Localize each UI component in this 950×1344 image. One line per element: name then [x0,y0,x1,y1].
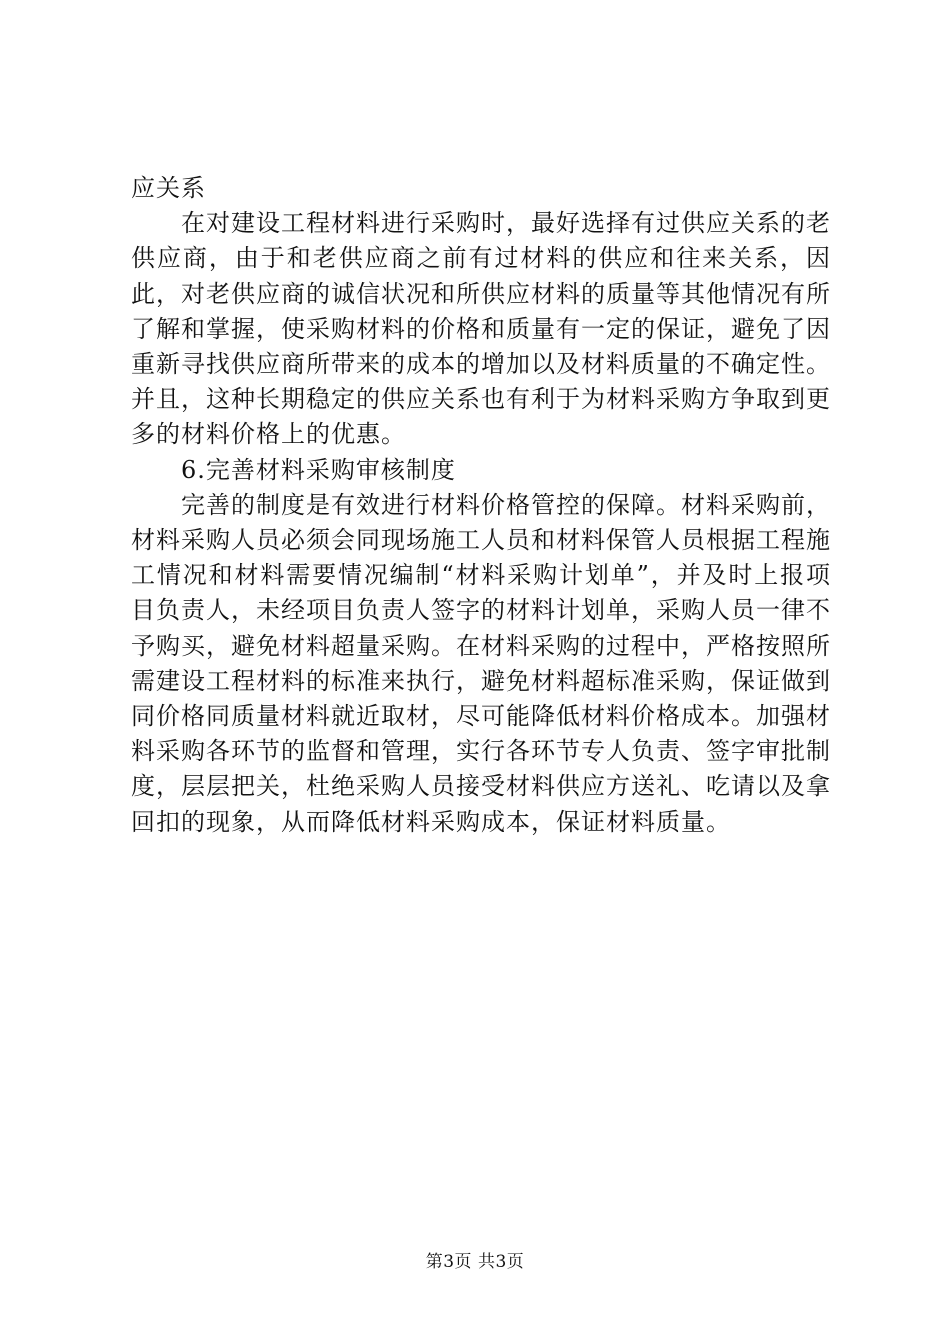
paragraph-audit-system: 完善的制度是有效进行材料价格管控的保障。材料采购前，材料采购人员必须会同现场施工人员和材料保管人员根据工程施工情况和材料需要情况编制“材料采购计划单”，并及时上报项目负责人，未经项目负责人签字的材料计划单，采购人员一律不予购买，避免材料超量采购。在材料采购的过程中，严格按照所需建设工程材料的标准来执行，避免材料超标准采购，保证做到同价格同质量材料就近取材，尽可能降低材料价格成本。加强材料采购各环节的监督和管理，实行各环节专人负责、签字审批制度，层层把关，杜绝采购人员接受材料供应方送礼、吃请以及拿回扣的现象，从而降低材料采购成本，保证材料质量。 [131,490,831,836]
page-number-label: 第3页 共3页 [425,1252,525,1272]
document-body [131,171,831,840]
page-footer [0,1247,950,1272]
paragraph-continuation: 应关系 [131,174,206,202]
section-heading: 6.完善材料采购审核制度 [181,455,456,484]
paragraph-supplier-relationship: 在对建设工程材料进行采购时，最好选择有过供应关系的老供应商，由于和老供应商之前有过材料的供应和往来关系，因此，对老供应商的诚信状况和所供应材料的质量等其他情况有所了解和掌握，使采购材料的价格和质量有一定的保证，避免了因重新寻找供应商所带来的成本的增加以及材料质量的不确定性。并且，这种长期稳定的供应关系也有利于为材料采购方争取到更多的材料价格上的优惠。 [131,209,831,449]
